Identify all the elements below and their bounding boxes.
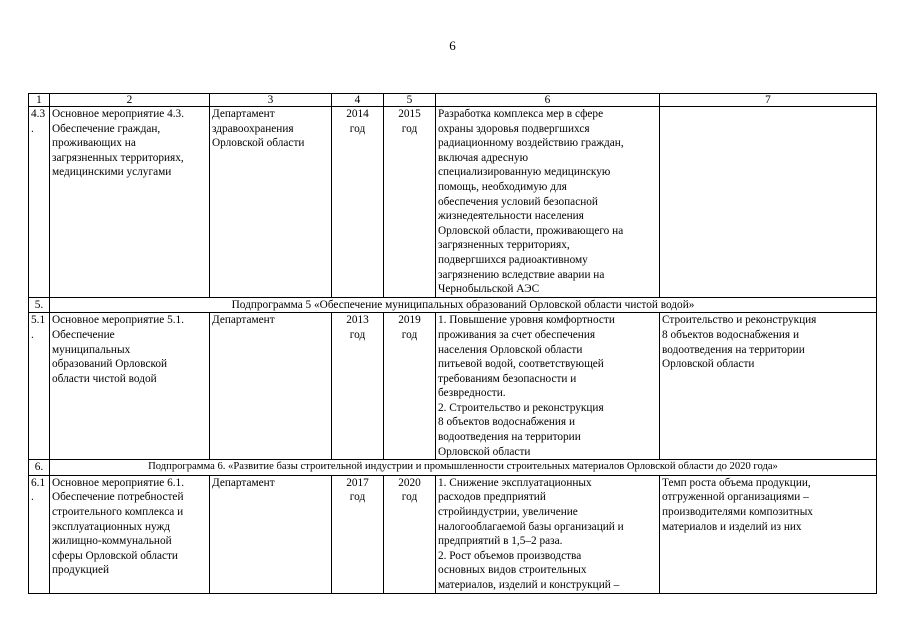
row-number: 4.3.	[29, 107, 50, 298]
column-header: 6	[436, 94, 660, 107]
column-header-row	[29, 94, 877, 107]
column-header: 3	[210, 94, 332, 107]
start-year-cell: 2014 год	[332, 107, 384, 298]
column-header: 2	[50, 94, 210, 107]
start-year-cell: 2013 год	[332, 313, 384, 460]
result-cell: 1. Повышение уровня комфортности проживания за счет обеспечения населения Орловской области питьевой водой, соответствующей требованиям безопасности и безвредности. 2. Строительство и реконструкция 8 объектов водоснабжения и водоотведения на территории Орловской области	[436, 313, 660, 460]
subprogram-title: Подпрограмма 6. «Развитие базы строительной индустрии и промышленности строительных материалов Орловской области до 2020 года»	[50, 460, 877, 476]
subprogram-row	[29, 460, 877, 476]
program-table	[28, 93, 877, 594]
executor-cell: Департамент	[210, 475, 332, 593]
subprogram-title: Подпрограмма 5 «Обеспечение муниципальных образований Орловской области чистой водой»	[50, 297, 877, 313]
table-row	[29, 313, 877, 460]
column-header: 1	[29, 94, 50, 107]
column-header: 7	[660, 94, 877, 107]
row-number: 6.	[29, 460, 50, 476]
executor-cell: Департамент	[210, 313, 332, 460]
link-cell	[660, 107, 877, 298]
subprogram-row	[29, 297, 877, 313]
event-cell: Основное мероприятие 5.1. Обеспечение муниципальных образований Орловской области чистой водой	[50, 313, 210, 460]
column-header: 4	[332, 94, 384, 107]
row-number: 6.1.	[29, 475, 50, 593]
page-number: 6	[449, 38, 456, 53]
executor-cell: Департамент здравоохранения Орловской области	[210, 107, 332, 298]
start-year-cell: 2017 год	[332, 475, 384, 593]
table-row	[29, 107, 877, 298]
table-row	[29, 475, 877, 593]
event-cell: Основное мероприятие 4.3. Обеспечение граждан, проживающих на загрязненных территориях, медицинскими услугами	[50, 107, 210, 298]
link-cell: Строительство и реконструкция 8 объектов водоснабжения и водоотведения на территории Орловской области	[660, 313, 877, 460]
link-cell: Темп роста объема продукции, отгруженной организациями – производителями композитных материалов и изделий из них	[660, 475, 877, 593]
end-year-cell: 2020 год	[384, 475, 436, 593]
result-cell: 1. Снижение эксплуатационных расходов предприятий стройиндустрии, увеличение налогооблагаемой базы организаций и предприятий в 1,5–2 раза. 2. Рост объемов производства основных видов строительных материалов, изделий и конструкций –	[436, 475, 660, 593]
end-year-cell: 2019 год	[384, 313, 436, 460]
row-number: 5.1.	[29, 313, 50, 460]
result-cell: Разработка комплекса мер в сфере охраны здоровья подвергшихся радиационному воздействию граждан, включая адресную специализированную медицинскую помощь, необходимую для обеспечения условий безопасной жизнедеятельности населения Орловской области, проживающего на загрязненных территориях, подвергшихся радиоактивному загрязнению вследствие аварии на Чернобыльской АЭС	[436, 107, 660, 298]
column-header: 5	[384, 94, 436, 107]
row-number: 5.	[29, 297, 50, 313]
event-cell: Основное мероприятие 6.1. Обеспечение потребностей строительного комплекса и эксплуатационных нужд жилищно-коммунальной сферы Орловской области продукцией	[50, 475, 210, 593]
end-year-cell: 2015 год	[384, 107, 436, 298]
